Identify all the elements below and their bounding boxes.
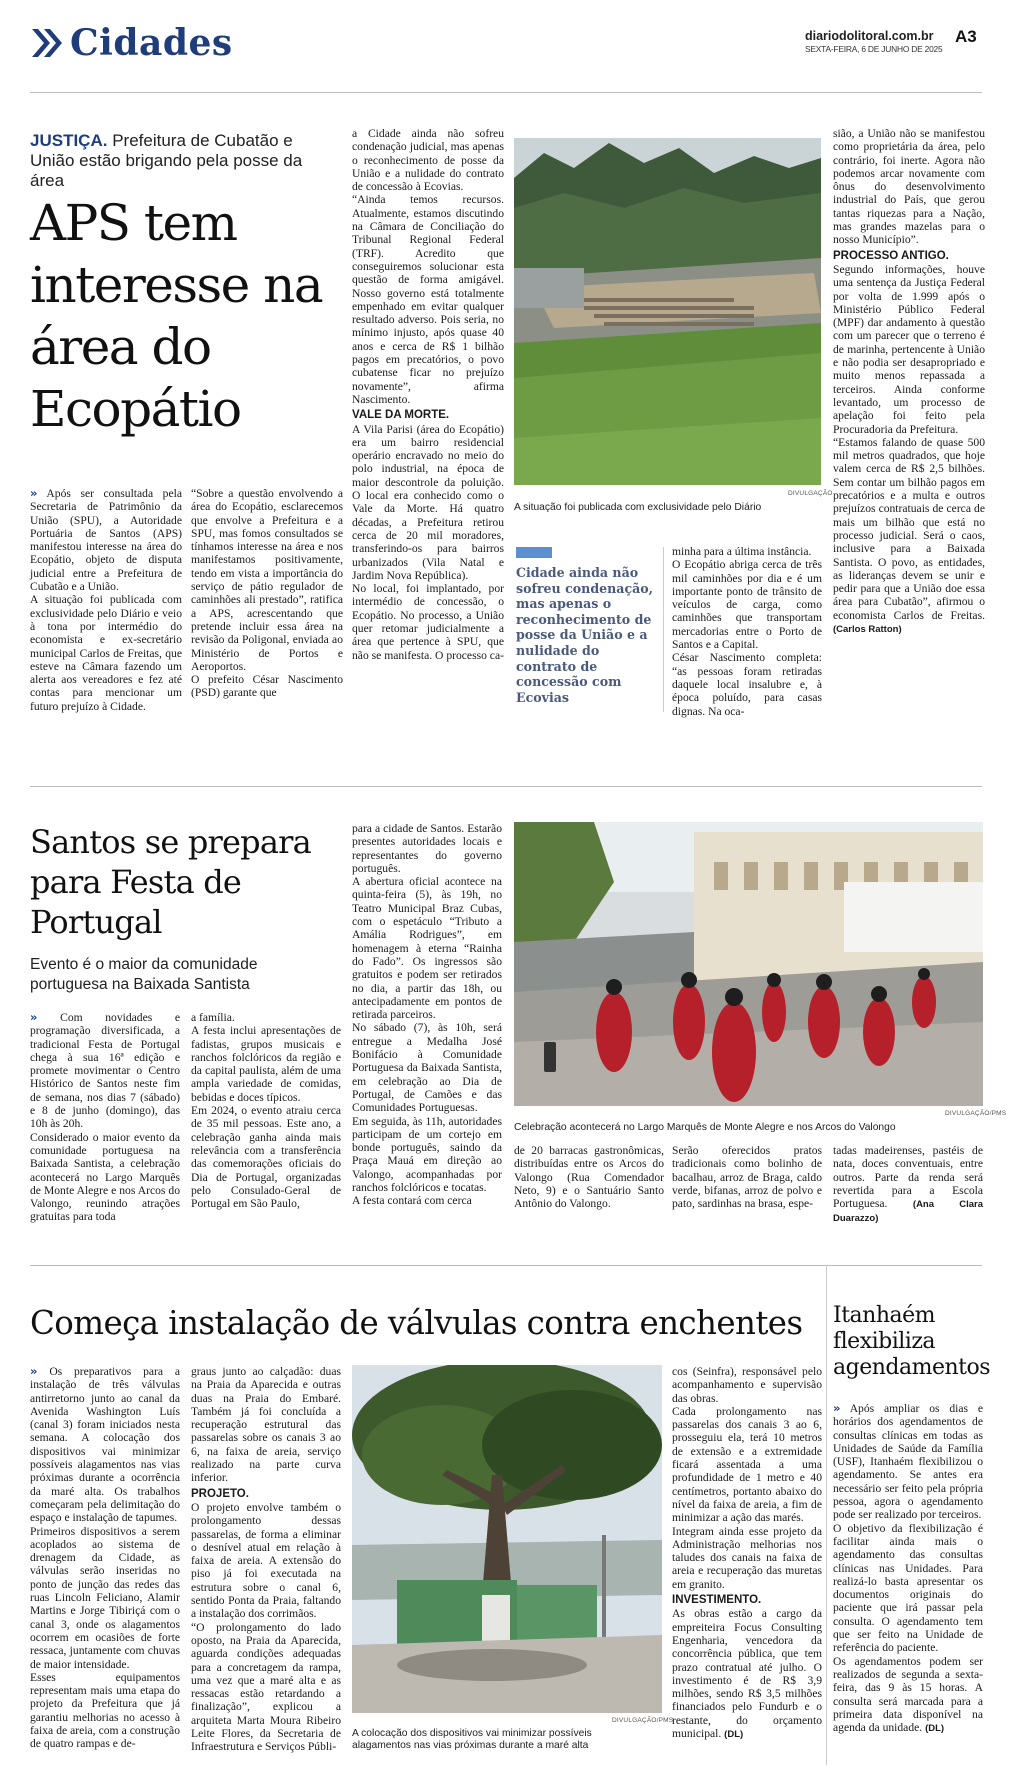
article-column — [672, 545, 822, 718]
subhead: VALE DA MORTE. — [352, 409, 450, 422]
photo-caption: A situação foi publicada com exclusividade pelo Diário — [514, 502, 762, 513]
column-text: Segundo informações, houve uma sentença da Justiça Federal por volta de 1.999 após o Ministério Público Federal (MPF) dar andamento à questão com um parecer que o terreno é de marinha, pertencente à União e não podia ser desapropriado e muito menos repassada a terceiros. Ainda conforme levantado, um processo de apelação foi feito pela Procuradoria da Prefeitura. “Estamos falando de quase 500 mil metros quadrados, que hoje valem cerca de R$ 2,5 bilhões. Sem contar um bilhão pagos em precatórios e a multa e outros prejuízos contratuais de cerca de mais um bilhão que está no processo judicial. Será o caos, inclusive para a Baixada Santista. O povo, as entidades, as lideranças devem se unir e pedir para que a União doe essa área para Cubatão”, afirmou o economista Carlos de Freitas. — [833, 262, 985, 622]
article-column — [30, 487, 182, 713]
column-text: a família. A festa inclui apresentações de fadistas, grupos musicais e ranchos folclóricos da região e da capital paulista, além de uma ampla variedade de comidas, bebidas e doces típicos. Em 2024, o evento atraiu cerca de 35 mil pessoas. Este ano, a celebração ganha ainda mais relevância com a transferência das comemorações oficiais do Dia de Portugal, organizadas pelo Consulado-Geral de Portugal em São Paulo, — [191, 1011, 341, 1211]
subhead: PROJETO. — [191, 1487, 249, 1500]
column-text: de 20 barracas gastronômicas, distribuídas entre os Arcos do Valongo (Rua Comendador Neto, 9) e o Santuário Santo Antônio do Valongo. — [514, 1144, 664, 1211]
column-text — [833, 263, 985, 636]
article-kicker — [30, 131, 338, 191]
photo-credit: DIVULGAÇÃO — [788, 490, 833, 497]
column-text: Os preparativos para a instalação de três válvulas antirretorno junto ao canal da Avenida Washington Luís (canal 3) foram iniciados nesta semana. A colocação dos dispositivos vai minimizar possíveis alagamentos nas vias próximas durante a ocorrência da maré alta. Os trabalhos começaram pela delimitação do espaço e instalação de tapumes. Primeiros dispositivos a serem acoplados ao sistema de drenagem da Cidade, as válvulas serão inseridas no ponto de junção das redes das ruas Lincoln Feliciano, Alamir Martins e Jorge Tibiriçá com o canal 3, onde os alagamentos ocorrem em ocasiões de forte ressaca, juntamente com chuvas de maior intensidade. Esses equipamentos representam mais uma etapa do projeto da Prefeitura que já garantiu melhorias no acesso à faixa de areia, com a construção de quatro rampas e de- — [30, 1365, 180, 1751]
article-column — [30, 1011, 180, 1224]
section-header — [30, 22, 233, 64]
article-column — [191, 487, 343, 700]
article-column — [833, 1144, 983, 1226]
column-text: As obras estão a cargo da empreiteira Focus Consulting Engenharia, vencedora da concorrência pública, que tem prazo contratual até julho. O investimento é de R$ 3,9 milhões, sendo R$ 3,5 milhões financiados pelo Fundurb e o restante, do orçamento municipal. — [672, 1607, 822, 1741]
chevron-icon: » — [30, 1364, 38, 1378]
pullquote: Cidade ainda não sofreu condenação, mas apenas o reconhecimento de posse da União e a nulidade do contrato de concessão com Ecovias — [516, 565, 654, 705]
double-chevron-icon — [30, 26, 64, 60]
article-column — [833, 1402, 983, 1735]
column-text: tadas madeirenses, pastéis de nata, doces conventuais, entre outros. Parte da renda será revertida para a Escola Portuguesa. — [833, 1144, 983, 1211]
kicker-tag: JUSTIÇA. — [30, 131, 108, 150]
photo-caption: Celebração acontecerá no Largo Marquês de Monte Alegre e nos Arcos do Valongo — [514, 1122, 896, 1133]
ecopatio-aerial-photo — [514, 138, 821, 485]
column-text — [672, 1607, 822, 1741]
subhead: PROCESSO ANTIGO. — [833, 249, 949, 262]
column-text: “Sobre a questão envolvendo a área do Ecopátio, esclarecemos que envolve a Prefeitura e a SPU, mas fomos consultados se tínhamos interesse na área e nos manifestamos positivamente, tendo em vista a importância do serviço de pátio regulador de caminhões ali prestado”, ratifica a APS, acrescentando que pretende incluir essa área na revisão da Poligonal, enviada ao Ministério de Portos e Aeroportos. O prefeito César Nascimento (PSD) garante que — [191, 487, 343, 700]
subhead: INVESTIMENTO. — [672, 1594, 762, 1607]
kicker-text: Prefeitura de Cubatão e União estão brigando pela posse da área — [30, 131, 303, 190]
chevron-icon: » — [30, 1010, 38, 1024]
page-number: A3 — [955, 27, 977, 46]
article-column — [833, 127, 985, 636]
column-text: A Vila Parisi (área do Ecopátio) era um bairro residencial operário encravado no meio do polo industrial, na época de maior descontrole da poluição. O local era conhecido como o Vale da Morte. Há quatro décadas, a Prefeitura retirou cerca de 20 mil moradores, transferindo-os para bairros urbanizados (Vila Natal e Jardim Nova República). No local, foi implantado, por intermédio de concessão, o Ecopátio. No processo, a União quer retomar judicialmente a área que pertence à SPU, que não se manifesta. O processo ca- — [352, 422, 504, 662]
byline: (Carlos Ratton) — [833, 623, 902, 635]
column-text: Com novidades e programação diversificada, a tradicional Festa de Portugal chega à sua 16ª edição e promete movimentar o Centro Histórico de Santos neste fim de semana, nos dias 7 (sábado) e 8 de junho (domingo), das 10h às 20h. Considerado o maior evento da comunidade portuguesa na Baixada Santista, a celebração acontecerá no Largo Marquês de Monte Alegre e nos Arcos do Valongo, reunindo atrações gratuitas para toda — [30, 1011, 181, 1224]
column-text: O projeto envolve também o prolongamento dessas passarelas, de forma a eliminar o desnível atual em relação à faixa de areia. A extensão do piso já foi executada na estrutura sobre o canal 6, sentido Ponta da Praia, faltando a instalação dos corrimãos. “O prolongamento do lado oposto, na Praia da Aparecida, aguarda condições adequadas para a concretagem da rampa, uma vez que a maré alta e as ressacas estão retardando a finalização”, explicou a arquiteta Marta Moura Ribeiro Leite Flores, da Secretaria de Infraestrutura e Serviços Públi- — [191, 1500, 341, 1754]
section-title: Cidades — [70, 22, 233, 64]
divider — [30, 92, 982, 93]
column-text: graus junto ao calçadão: duas na Praia da Aparecida e outras duas na Praia do Embaré. Também já foi concluída a recuperação estrutural das passarelas sobre os canais 3 ao 6, na faixa de areia, serviço realizado na parte curva inferior. — [191, 1365, 341, 1485]
article-column — [352, 127, 504, 662]
byline: (Ana Clara Duarazzo) — [833, 1199, 983, 1225]
divider — [30, 786, 982, 787]
byline: (DL) — [724, 1729, 744, 1741]
column-divider — [826, 1265, 827, 1765]
article-column — [672, 1365, 822, 1741]
article-kicker: Evento é o maior da comunidade portuguesa na Baixada Santista — [30, 956, 258, 993]
photo-credit: DIVULGAÇÃO/PMS — [612, 1717, 674, 1724]
festival-photo — [514, 822, 983, 1106]
article-column — [514, 1144, 664, 1210]
site-name[interactable]: diariodolitoral.com.br — [805, 29, 934, 43]
chevron-icon: » — [833, 1401, 841, 1415]
column-text: minha para a última instância. O Ecopátio abriga cerca de três mil caminhões por dia e é um importante ponto de trânsito de veículos de carga, como caminhões que transportam mercadorias entre o Porto de Santos e a Capital. César Nascimento completa: “as pessoas foram retiradas daquele local insalubre e, à época poluído, para casas dignas. Na oca- — [672, 545, 822, 718]
tree-photo — [352, 1365, 662, 1713]
column-text: Serão oferecidos pratos tradicionais como bolinho de bacalhau, arroz de Braga, caldo verde, bifanas, arroz de polvo e pato, sardinhas na brasa, espe- — [672, 1144, 822, 1211]
column-text: a Cidade ainda não sofreu condenação judicial, mas apenas o reconhecimento de posse da União e a nulidade do contrato de concessão à Ecovias. “Ainda temos recursos. Atualmente, estamos discutindo na Câmara de Conciliação do Tribunal Regional Federal (TRF). Acredito que conseguiremos solucionar esta questão de forma amigável. Nosso governo está totalmente empenhado em evitar qualquer resultado adverso. Pois seria, no mínimo injusto, após quase 40 anos e cerca de R$ 1 bilhão pagos em precatórios, o povo cubatense ficar no prejuízo novamente”, afirma Nascimento. — [352, 127, 504, 406]
headline: APS tem interesse na área do Ecopátio — [30, 194, 323, 438]
article-column — [30, 1365, 180, 1751]
headline: Itanhaém flexibiliza agendamentos — [833, 1303, 991, 1380]
column-text: Após ampliar os dias e horários dos agendamentos de consultas clínicas em todas as Unidades de Saúde da Família (USF), Itanhaém flexibilizou o agendamento. Se antes era necessário ser feito pela própria pessoa, agora o agendamento pode ser realizado por terceiros. O objetivo da flexibilização é facilitar ainda mais o agendamento das consultas clínicas nas Unidades. Para realizá-lo basta apresentar os documentos originais do paciente que irá passar pela consulta. O agendamento tem que ser feito na Unidade de referência do paciente. Os agendamentos podem ser realizados de segunda a sexta-feira, das 9 às 15 horas. A consulta será marcada para a primeira data disponível na agenda da unidade. — [833, 1402, 983, 1735]
article-column — [191, 1011, 341, 1210]
headline: Começa instalação de válvulas contra enchentes — [30, 1304, 803, 1342]
divider — [30, 1265, 982, 1266]
photo-credit: DIVULGAÇÃO/PMS — [945, 1110, 1007, 1117]
headline: Santos se prepara para Festa de Portugal — [30, 823, 311, 941]
issue-date: SEXTA-FEIRA, 6 DE JUNHO DE 2025 — [805, 44, 943, 54]
pullquote-divider — [663, 547, 664, 712]
article-column — [672, 1144, 822, 1210]
byline: (DL) — [925, 1723, 945, 1735]
photo-caption: A colocação dos dispositivos vai minimizar possíveis alagamentos nas vias próximas durante a maré alta — [352, 1728, 592, 1751]
article-column — [191, 1365, 341, 1754]
article-column — [352, 822, 502, 1208]
column-text: sião, a União não se manifestou como proprietária da área, pelo contrário, foi inerte. Agora não podemos arcar novamente com ônus do desenvolvimento industrial do País, que gerou tantas riquezas para a Nação, mas grandes mazelas para o nosso Município”. — [833, 127, 985, 247]
chevron-icon: » — [30, 486, 38, 500]
column-text: para a cidade de Santos. Estarão presentes autoridades locais e representantes do governo português. A abertura oficial acontece na quinta-feira (5), às 19h, no Teatro Municipal Braz Cubas, com o espetáculo “Tributo a Amália Rodrigues”, em homenagem à eterna “Rainha do Fado”. Os ingressos são gratuitos e podem ser retirados no dia, a partir das 18h, ou antecipadamente em pontos de retirada parceiros. No sábado (7), às 10h, será entregue a Medalha José Bonifácio à Comunidade Portuguesa da Baixada Santista, em celebração ao Dia de Portugal, de Camões e das Comunidades Portuguesas. Em seguida, às 11h, autoridades participam de um cortejo em bonde português, saindo da Praça Mauá em direção ao Valongo, acompanhadas por ranchos folclóricos e tocatas. A festa contará com cerca — [352, 822, 502, 1208]
column-text: Após ser consultada pela Secretaria de Patrimônio da União (SPU), a Autoridade Portuária de Santos (APS) manifestou interesse na área do Ecopátio, objeto de disputa judicial entre a Prefeitura de Cubatão e a União. A situação foi publicada com exclusividade pelo Diário e veio à tona por intermédio do economista e ex-secretário municipal Carlos de Freitas, que esteve na Câmara fazendo um alerta aos vereadores e fez até contas para mencionar um futuro prejuízo à Cidade. — [30, 487, 182, 713]
column-text: cos (Seinfra), responsável pelo acompanhamento e supervisão das obras. Cada prolongamento nas passarelas dos canais 3 ao 6, prosseguiu ela, terá 10 metros de extensão e a extremidade ficará assentada a uma profundidade de 1 metro e 40 centímetros, portanto abaixo do nível da faixa de areia, a fim de minimizar a ação das marés. Integram ainda esse projeto da Administração melhorias nos taludes dos canais na faixa de areia e recuperação das muretas em granito. — [672, 1365, 822, 1591]
pullquote-bar — [516, 547, 552, 558]
